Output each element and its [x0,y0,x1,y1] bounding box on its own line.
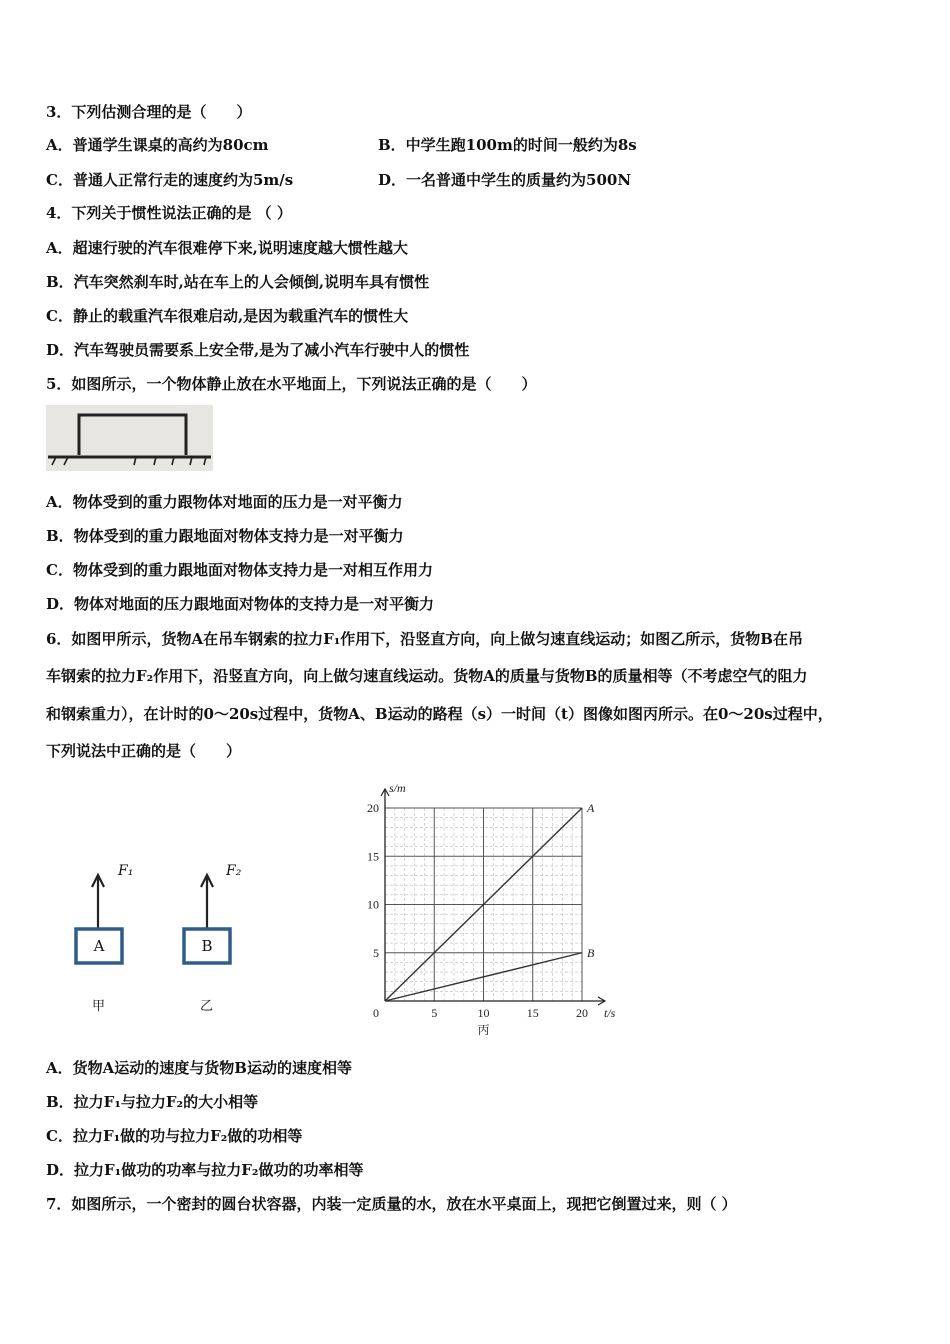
series-label-a: A [587,801,595,815]
q3-option-a: A．普通学生课桌的高约为80cm [46,136,269,154]
y-tick-label: 20 [367,801,379,815]
force-f1-label: F₁ [118,863,134,879]
q6-option-d: D．拉力F₁做功的功率与拉力F₂做功的功率相等 [46,1161,364,1179]
q5-stem: 5．如图所示，一个物体静止放在水平地面上，下列说法正确的是（ ） [46,375,537,393]
x-tick-label: 0 [373,1006,379,1020]
q6-option-c: C．拉力F₁做的功与拉力F₂做的功相等 [46,1127,303,1145]
q4-option-c: C．静止的载重汽车很难启动,是因为载重汽车的惯性大 [46,307,409,325]
q6-figure-jia-yi [60,855,280,1025]
box-b-label: B [201,937,213,955]
y-tick-label: 10 [367,897,379,912]
x-tick-label: 15 [526,1006,539,1020]
q4-stem: 4．下列关于惯性说法正确的是 （ ） [46,204,292,222]
q6-option-a: A．货物A运动的速度与货物B运动的速度相等 [46,1059,352,1077]
q5-option-c: C．物体受到的重力跟地面对物体支持力是一对相互作用力 [46,561,433,579]
q4-option-b: B．汽车突然刹车时,站在车上的人会倾倒,说明车具有惯性 [46,273,430,291]
q3-stem: 3．下列估测合理的是（ ） [46,103,252,121]
q6-option-b: B．拉力F₁与拉力F₂的大小相等 [46,1093,259,1111]
q4-option-d: D．汽车驾驶员需要系上安全带,是为了减小汽车行驶中人的惯性 [46,341,470,359]
graph-title: 丙 [477,1023,490,1037]
q3-option-b: B．中学生跑100m的时间一般约为8s [378,136,637,154]
y-tick-label: 5 [373,945,379,960]
q5-option-a: A．物体受到的重力跟物体对地面的压力是一对平衡力 [46,493,403,511]
y-tick-label: 15 [367,849,379,864]
q7-stem: 7．如图所示，一个密封的圆台状容器，内装一定质量的水，放在水平桌面上，现把它倒置过来，则（ ） [46,1195,737,1213]
q6-st-graph [355,778,635,1038]
x-tick-label: 5 [431,1006,438,1020]
q6-stem-line4: 下列说法中正确的是（ ） [46,742,242,760]
q5-option-b: B．物体受到的重力跟地面对物体支持力是一对平衡力 [46,527,404,545]
graph-labels [367,781,616,1037]
x-tick-label: 20 [576,1006,588,1020]
box-a-label: A [93,937,105,955]
q6-stem-line2: 车钢索的拉力F₂作用下，沿竖直方向，向上做匀速直线运动。货物A的质量与货物B的质量相等（不考虑空气的阻力 [46,667,808,685]
q6-stem-line3: 和钢索重力），在计时的0～20s过程中，货物A、B运动的路程（s）一时间（t）图像如图丙所示。在0～20s过程中， [46,705,833,723]
q3-option-d: D．一名普通中学生的质量约为500N [378,171,632,189]
q6-stem-line1: 6．如图甲所示，货物A在吊车钢索的拉力F₁作用下，沿竖直方向，向上做匀速直线运动；如图乙所示，货物B在吊 [46,630,803,648]
force-f2-label: F₂ [226,863,242,879]
q3-option-c: C．普通人正常行走的速度约为5m/s [46,171,294,189]
fig-jia-label: 甲 [92,999,106,1014]
series-label-b: B [587,945,595,960]
fig-yi-label: 乙 [200,999,214,1014]
q5-object-on-ground-figure [46,405,213,471]
graph-series [385,801,595,1001]
x-tick-label: 10 [477,1006,490,1020]
q5-option-d: D．物体对地面的压力跟地面对物体的支持力是一对平衡力 [46,595,435,613]
y-axis-label: s/m [389,781,406,795]
q4-option-a: A．超速行驶的汽车很难停下来,说明速度越大惯性越大 [46,239,408,257]
x-axis-label: t/s [604,1006,616,1020]
st-graph-svg [355,778,635,1038]
